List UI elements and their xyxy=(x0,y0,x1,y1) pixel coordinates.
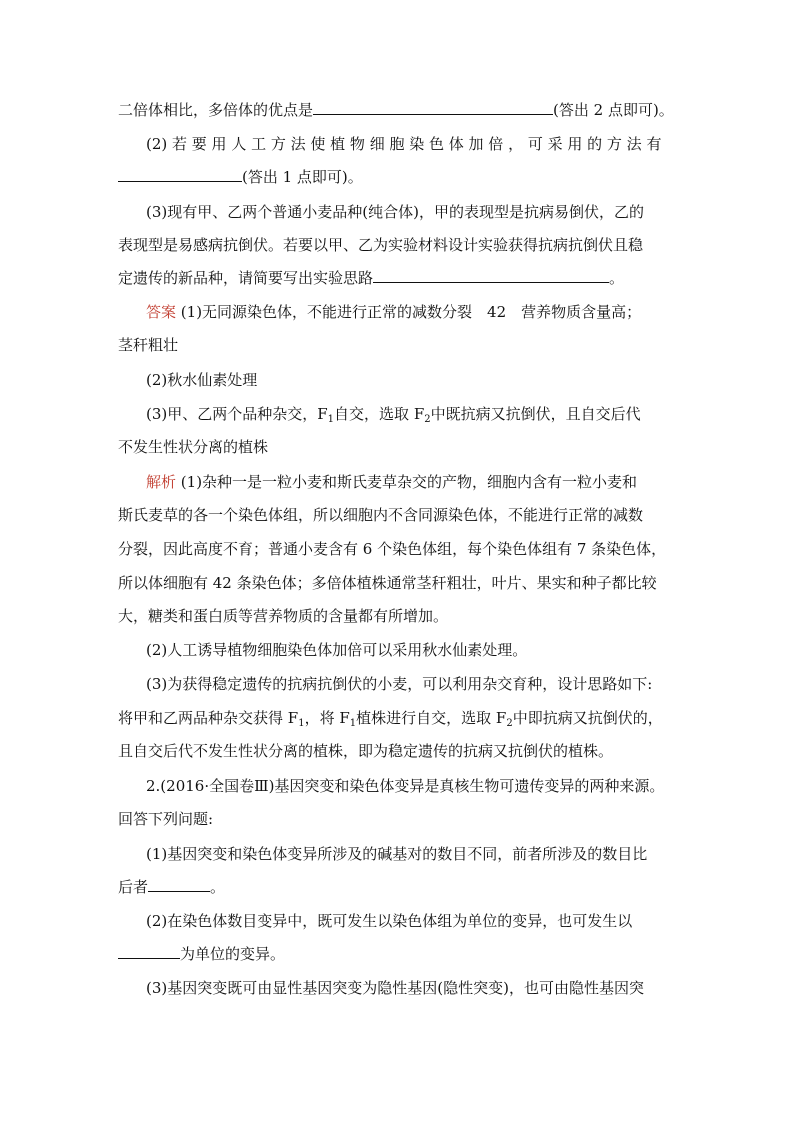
analysis-line: 分裂，因此高度不育；普通小麦含有 6 个染色体组，每个染色体组有 7 条染色体， xyxy=(118,540,667,558)
question-line: 2.(2016·全国卷Ⅲ)基因突变和染色体变异是真核生物可遗传变异的两种来源。 xyxy=(146,777,665,795)
question-line: 表现型是易感病抗倒伏。若要以甲、乙为实验材料设计实验获得抗病抗倒伏且稳 xyxy=(118,236,644,254)
answer-line: (2)秋水仙素处理 xyxy=(146,371,258,389)
analysis-line: 大，糖类和蛋白质等营养物质的含量都有所增加。 xyxy=(118,607,449,625)
question-line: (2) 若 要 用 人 工 方 法 使 植 物 细 胞 染 色 体 加 倍 ， 可 采 用 的 方 法 有 xyxy=(146,135,662,153)
question-line: (答出 1 点即可)。 xyxy=(118,167,363,187)
question-line: 为单位的变异。 xyxy=(118,944,285,964)
question-line: (1)基因突变和染色体变异所涉及的碱基对的数目不同，前者所涉及的数目比 xyxy=(146,845,648,863)
analysis-label: 解析 xyxy=(146,473,177,491)
analysis-line: 斯氏麦草的各一个染色体组，所以细胞内不含同源染色体，不能进行正常的减数 xyxy=(118,506,644,524)
answer-label: 答案 xyxy=(146,303,177,321)
analysis-line: 将甲和乙两品种杂交获得 $F_1$，将 $F_1$植株进行自交，选取 $F_2$中即抗病又抗倒伏的， xyxy=(118,709,663,729)
answer-line: 茎秆粗壮 xyxy=(118,336,179,354)
answer-blank xyxy=(118,944,180,959)
question-line: 定遗传的新品种，请简要写出实验思路 。 xyxy=(118,269,625,287)
analysis-line: 且自交后代不发生性状分离的植株，即为稳定遗传的抗病又抗倒伏的植株。 xyxy=(118,742,614,760)
question-line: (3)现有甲、乙两个普通小麦品种(纯合体)，甲的表现型是抗病易倒伏，乙的 xyxy=(146,203,644,221)
question-line: 后者 。 xyxy=(118,878,226,896)
analysis-line: (3)为获得稳定遗传的抗病抗倒伏的小麦，可以利用杂交育种，设计思路如下: xyxy=(146,675,653,693)
answer-blank xyxy=(148,877,210,892)
answer-blank xyxy=(118,167,242,182)
analysis-line: (2)人工诱导植物细胞染色体加倍可以采用秋水仙素处理。 xyxy=(146,641,528,659)
question-line: 回答下列问题: xyxy=(118,810,214,828)
question-line: (3)基因突变既可由显性基因突变为隐性基因(隐性突变)，也可由隐性基因突 xyxy=(146,979,644,997)
answer-line: 答案 (1)无同源染色体，不能进行正常的减数分裂 42 营养物质含量高； xyxy=(146,303,642,321)
answer-line: 不发生性状分离的植株 xyxy=(118,438,269,456)
analysis-line: 所以体细胞有 42 条染色体；多倍体植株通常茎秆粗壮，叶片、果实和种子都比较 xyxy=(118,574,657,592)
answer-line: (3)甲、乙两个品种杂交，$F_1$自交，选取 $F_2$中既抗病又抗倒伏，且自交后代 xyxy=(146,405,641,425)
analysis-line: 解析 (1)杂种一是一粒小麦和斯氏麦草杂交的产物，细胞内含有一粒小麦和 xyxy=(146,473,638,491)
question-line: (2)在染色体数目变异中，既可发生以染色体组为单位的变异，也可发生以 xyxy=(146,912,633,930)
answer-blank xyxy=(313,100,553,115)
question-line: 二倍体相比，多倍体的优点是 (答出 2 点即可)。 xyxy=(118,101,674,119)
answer-blank xyxy=(373,268,609,283)
